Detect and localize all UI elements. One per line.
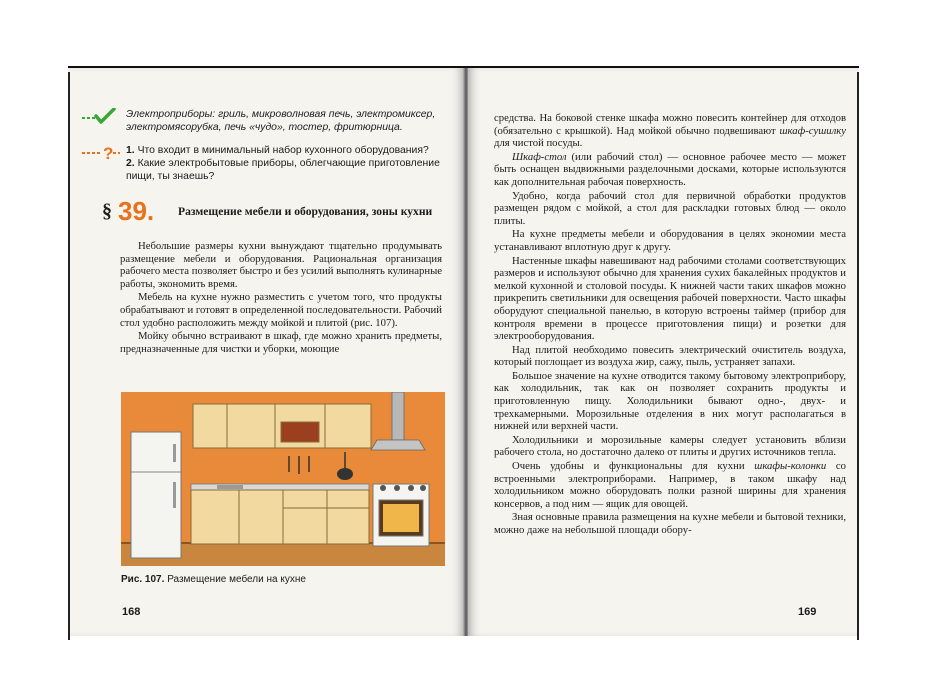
- book-spread: [68, 64, 859, 640]
- paragraph: Зная основные правила размещения на кухне мебели и бытовой техники, можно даже на небольшой площади обору-: [494, 511, 846, 536]
- electro-devices-note: [82, 108, 454, 134]
- figure-caption: [121, 574, 445, 585]
- question-1-text: Что входит в минимальный набор кухонного оборудования?: [137, 145, 429, 156]
- section-number: 39.: [118, 196, 155, 226]
- paragraph: Настенные шкафы навешивают над рабочими столами соответствующих размеров и используют обычно для хранения сухих бакалейных продуктов и мелкой кухонной и столовой посуды. К нижней части таких шкафов можно прикрепить светильники для освещения рабочей поверхности. Часто шкафы оборудуют специальной панелью, в которую встроены таймер (прибор для контроля времени в процессе приготовления пищи) и розетки для электрооборудования.: [494, 254, 846, 343]
- paragraph: Небольшие размеры кухни вынуждают тщательно продумывать размещение мебели и оборудования. Рациональная организация рабочего места позволяет быстро и без усилий выполнять кулинарные работы, экономить время.: [120, 240, 442, 290]
- right-body-text: [494, 112, 846, 538]
- term-italic: шкафы-колонки: [754, 460, 827, 473]
- paragraph: Холодильники и морозильные камеры следует установить вблизи рабочего стола, но достаточно далеко от плиты и других источников тепла.: [494, 433, 846, 459]
- paragraph-end: со встроенными электроприборами. Например, в таком шкафу над холодильником можно оборудовать полки разной ширины для хранения консервов, а под ним — ящик для овощей.: [494, 460, 847, 510]
- paragraph: Над плитой необходимо повесить электрический очиститель воздуха, который поглощает из воздуха жир, сажу, пыль, устраняет запахи.: [494, 343, 846, 369]
- electro-devices-text: Электроприборы: гриль, микроволновая печь, электромиксер, электромясорубка, печь «чудо», тостер, фритюрница.: [126, 109, 436, 133]
- section-heading: [102, 198, 442, 232]
- question-1: [126, 144, 454, 157]
- stove: [373, 484, 429, 546]
- page-number-right: 169: [798, 606, 817, 618]
- review-questions: [82, 144, 454, 183]
- wall-cabinets: [193, 404, 371, 448]
- term-italic: шкаф-сушилку: [779, 124, 847, 137]
- fridge: [131, 432, 181, 558]
- paragraph: Большое значение на кухне отводится такому бытовому электроприбору, как холодильник, так как он позволяет сохранить продукты и приготовленную пищу. Холодильники бывают одно-, двух- и трехкамерными. Морозильные отделения в них могут располагаться в нижней или верхней части.: [494, 369, 846, 433]
- section-title: Размещение мебели и оборудования, зоны кухни: [178, 205, 433, 218]
- figure-caption-text: Размещение мебели на кухне: [167, 574, 306, 585]
- paragraph: Мойку обычно встраивают в шкаф, где можно хранить предметы, предназначенные для чистки и уборки, моющие: [120, 330, 442, 355]
- base-cabinets: [191, 490, 369, 544]
- right-page: [468, 68, 859, 636]
- paragraph-end: для чистой посуды.: [494, 137, 583, 150]
- sink: [217, 485, 243, 489]
- paragraph: Удобно, когда рабочий стол для первичной обработки продуктов размещен рядом с мойкой, а стол для раскладки готовых блюд — около плиты.: [494, 189, 846, 227]
- question-2-number: 2.: [126, 158, 135, 169]
- paragraph-rest: (или рабочий стол) — основное рабочее место — может быть оснащен выдвижными разделочными досками, которые используются как дополнительная рабочая поверхность.: [494, 150, 847, 188]
- left-page: [68, 68, 464, 636]
- question-list: [126, 144, 454, 183]
- paragraph: На кухне предметы мебели и оборудования в целях экономии места устанавливают вплотную друг к другу.: [494, 228, 846, 253]
- kitchen-illustration: [121, 392, 445, 566]
- kitchen-figure: [121, 392, 445, 566]
- term-italic: Шкаф-стол: [512, 150, 567, 163]
- right-page-edge: [857, 72, 859, 640]
- paragraph-start: Очень удобны и функциональны для кухни: [512, 460, 745, 473]
- question-2-text: Какие электробытовые приборы, облегчающие приготовление пищи, ты знаешь?: [126, 158, 440, 182]
- page-number-left: 168: [122, 606, 141, 618]
- section-sign: §: [102, 200, 112, 222]
- check-arrow-icon: [82, 108, 116, 126]
- question-arrow-icon: [82, 144, 120, 162]
- left-page-edge: [68, 72, 70, 640]
- svg-text:?: ?: [103, 144, 114, 162]
- paragraph: [494, 112, 846, 150]
- paragraph-start: средства. На боковой стенке шкафа можно повесить контейнер для отходов (обязательно с крышкой). Над мойкой обычно подвешивают: [494, 112, 846, 137]
- question-2: [126, 157, 454, 183]
- question-1-number: 1.: [126, 145, 135, 156]
- paragraph: [494, 151, 846, 189]
- paragraph: Мебель на кухне нужно разместить с учетом того, что продукты обрабатывают и готовят в определенной последовательности. Рабочий стол удобно расположить между мойкой и плитой (рис. 107).: [120, 291, 442, 329]
- figure-caption-label: Рис. 107.: [121, 574, 165, 585]
- paragraph: [494, 460, 846, 510]
- left-body-text: [120, 240, 442, 356]
